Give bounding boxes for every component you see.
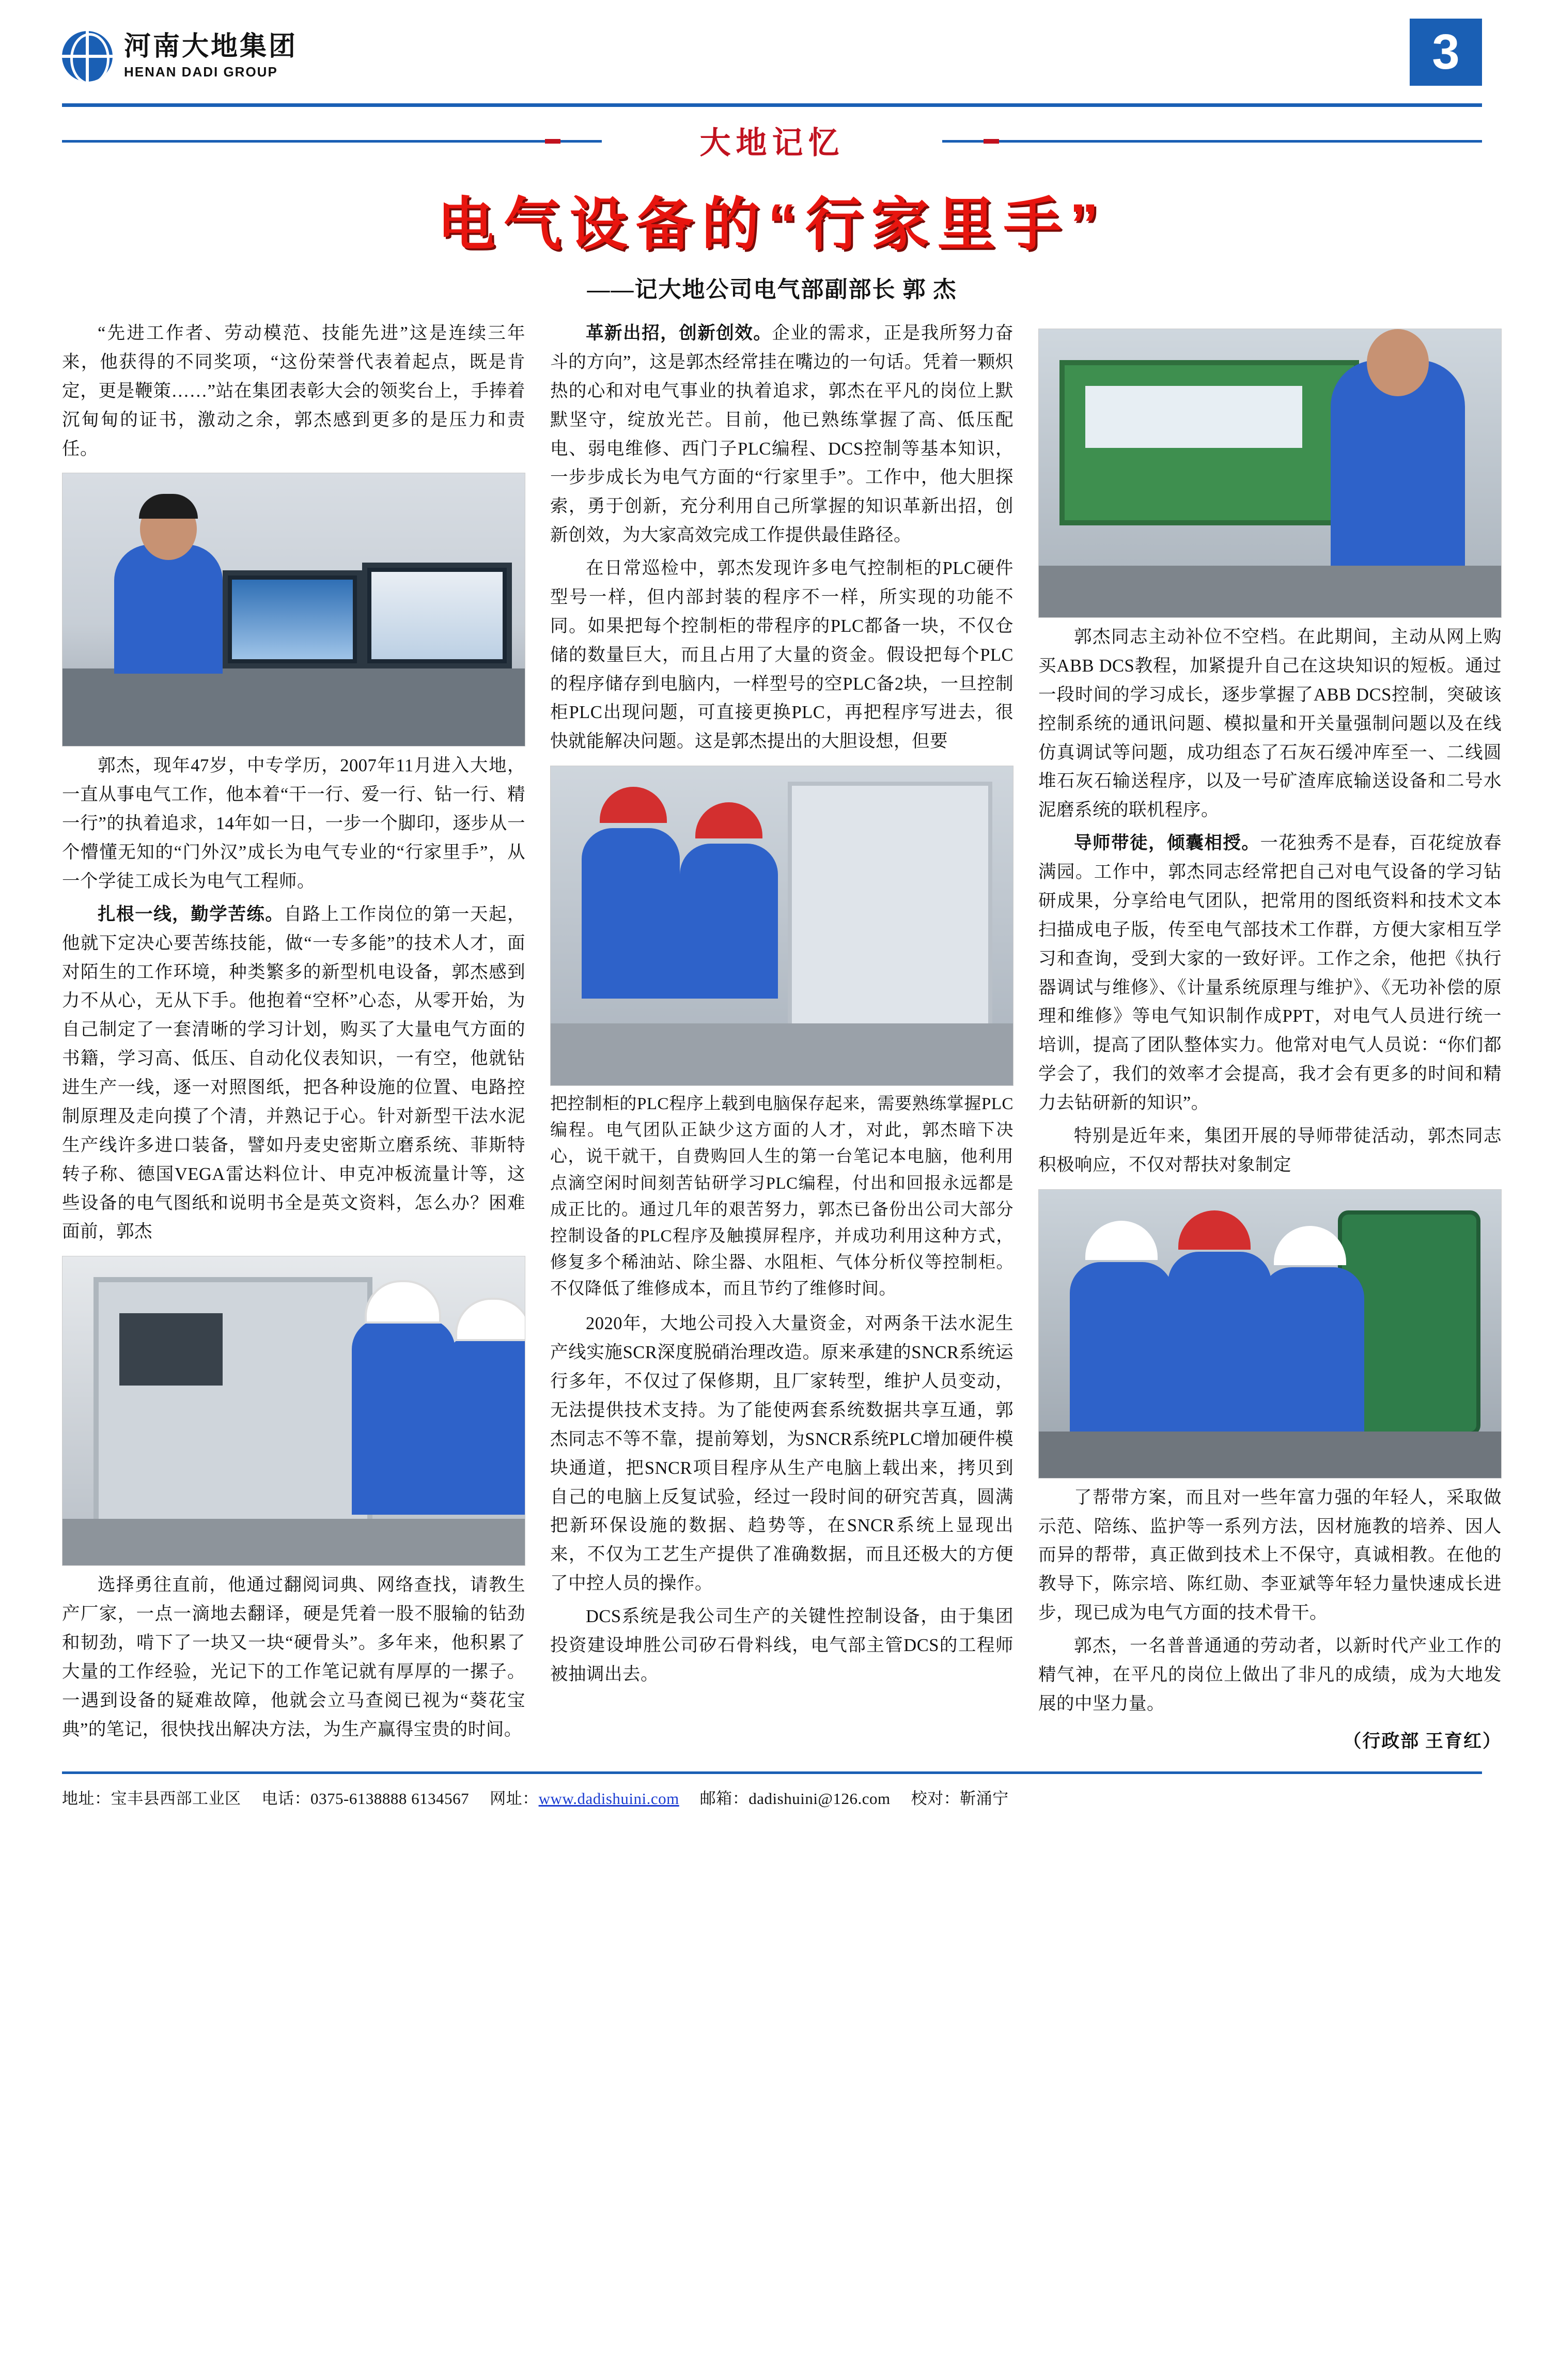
paragraph: 在日常巡检中，郭杰发现许多电气控制柜的PLC硬件型号一样，但内部封装的程序不一样，所实现的功能不同。如果把每个控制柜的带程序的PLC都备一块，不仅仓储的数量巨大，而且占用了大量的资金。假设把每个PLC的程序储存到电脑内，一样型号的空PLC备2块，一旦控制柜PLC出现问题，可直接更换PLC，再把程序写进去，很快就能解决问题。这是郭杰提出的大胆设想，但要 [550,558,1013,752]
paragraph: 特别是近年来，集团开展的导师带徒活动，郭杰同志积极响应，不仅对帮扶对象制定 [1038,1126,1502,1175]
company-name-cn: 河南大地集团 [124,32,298,62]
banner-line-left [62,140,602,143]
paragraph: 郭杰，一名普普通通的劳动者，以新时代产业工作的精气神，在平凡的岗位上做出了非凡的成绩，成为大地发展的中坚力量。 [1038,1636,1502,1714]
article-columns [62,319,1502,1753]
article-subheadline: ——记大地公司电气部副部长 郭 杰 [587,277,957,302]
phone-value: 0375-6138888 6134567 [310,1789,470,1808]
paragraph: 了帮带方案，而且对一些年富力强的年轻人，采取做示范、陪练、监护等一系列方法，因材施教的培养、因人而异的帮带，真正做到技术上不保守，真诚相教。在他的教导下，陈宗培、陈红勋、李亚斌等年轻力量快速成长进步，现已成为电气方面的技术骨干。 [1038,1487,1502,1623]
address-value: 宝丰县西部工业区 [111,1789,241,1808]
photo-plc-panel-inspection [550,766,1013,1086]
email-value: dadishuini@126.com [748,1789,891,1808]
section-banner [62,120,1482,161]
email-label: 邮箱： [699,1789,749,1808]
paragraph: 2020年，大地公司投入大量资金，对两条干法水泥生产线实施SCR深度脱硝治理改造。原来承建的SNCR系统运行多年，不仅过了保修期，且厂家转型，维护人员变动，无法提供技术支持。为了能使两套系统数据共享互通，郭杰同志不等不靠，提前筹划，为SNCR系统PLC增加硬件模块通道，把SNCR项目程序从生产电脑上载出来，拷贝到自己的电脑上反复试验，经过一段时间的研究苦真，圆满把新环保设施的数据、趋势等，在SNCR系统上显现出来，不仅为工艺生产提供了准确数据，而且还极大的方便了中控人员的操作。 [550,1314,1013,1594]
globe-icon [62,31,113,82]
banner-dash-left [545,139,560,144]
section-label: 大地记忆 [682,118,862,163]
article-headline: 电气设备的“行家里手” [437,192,1107,257]
paragraph: 导师带徒，倾囊相授。一花独秀不是春，百花绽放春满园。工作中，郭杰同志经常把自己对电气设备的学习钻研成果，分享给电气团队，把常用的图纸资料和技术文本扫描成电子版，传至电气部技术工作群，方便大家相互学习和查询，受到大家的一致好评。工作之余，他把《执行器调试与维修》、《计量系统原理与维护》、《无功补偿的原理和维修》等电气知识制作成PPT，对电气人员进行统一培训，提高了团队整体实力。他常对电气人员说：“你们都学会了，我们的效率才会提高，我才会有更多的时间和精力去钻研新的知识”。 [1038,833,1502,1113]
paragraph: 郭杰同志主动补位不空档。在此期间，主动从网上购买ABB DCS教程，加紧提升自己在这块知识的短板。通过一段时间的学习成长，逐步掌握了ABB DCS控制，突破该控制系统的通讯问题、模拟量和开关量强制问题以及在线仿真调试等问题，成功组态了石灰石缓冲库至一、二线圆堆石灰石输送程序，以及一号矿渣库底输送设备和二号水泥磨系统的联机程序。 [1038,627,1502,820]
company-name-en: HENAN DADI GROUP [124,64,278,80]
column-left [62,319,525,1749]
header-divider [62,103,1482,107]
photo-mentoring-on-site [1038,1189,1502,1479]
website-link[interactable]: www.dadishuini.com [538,1789,679,1808]
photo-equipment-maintenance [1038,329,1502,618]
column-right [1038,319,1502,1753]
column-middle [550,319,1013,1693]
photo-operator-at-computer [62,473,525,746]
paragraph: 选择勇往直前，他通过翻阅词典、网络查找，请教生产厂家，一点一滴地去翻译，硬是凭着一股不服输的钻劲和韧劲，啃下了一块又一块“硬骨头”。多年来，他积累了大量的工作经验，光记下的工作笔记就有厚厚的一摞子。一遇到设备的疑难故障，他就会立马查阅已视为“葵花宝典”的笔记，很快找出解决方法，为生产赢得宝贵的时间。 [62,1575,525,1739]
paragraph: 扎根一线，勤学苦练。自路上工作岗位的第一天起，他就下定决心要苦练技能，做“一专多能”的技术人才，面对陌生的工作环境，种类繁多的新型机电设备，郭杰感到力不从心，无从下手。他抱着“空杯”心态，从零开始，为自己制定了一套清晰的学习计划，购买了大量电气方面的书籍，学习高、低压、自动化仪表知识，一有空，他就钻进生产一线，逐一对照图纸，把各种设施的位置、电路控制原理及走向摸了个清，并熟记于心。针对新型干法水泥生产线许多进口装备，譬如丹麦史密斯立磨系统、菲斯特转子称、德国VEGA雷达料位计、申克冲板流量计等，这些设备的电气图纸和说明书全是英文资料，怎么办？困难面前，郭杰 [62,904,526,1242]
footer [62,1774,1482,1809]
photo-caption: 把控制柜的PLC程序上载到电脑保存起来，需要熟练掌握PLC编程。电气团队正缺少这方面的人才，对此，郭杰暗下决心，说干就干，自费购回人生的第一台笔记本电脑，他利用点滴空闲时间刻苦钻研学习PLC编程，付出和回报永远都是成正比的。通过几年的艰苦努力，郭杰已备份出公司大部分控制设备的PLC程序及触摸屏程序，并成功利用这种方式，修复多个稀油站、除尘器、水阻柜、气体分析仪等控制柜。不仅降低了维修成本，而且节约了维修时间。 [550,1095,1013,1299]
phone-label: 电话： [261,1789,310,1808]
paragraph: 革新出招，创新创效。企业的需求，正是我所努力奋斗的方向”，这是郭杰经常挂在嘴边的一句话。凭着一颗炽热的心和对电气事业的执着追求，郭杰在平凡的岗位上默默坚守，绽放光芒。目前，他已熟练掌握了高、低压配电、弱电维修、西门子PLC编程、DCS控制等基本知识，一步步成长为电气方面的“行家里手”。工作中，他大胆探索，勇于创新，充分利用自己所掌握的知识革新出招，创新创效，为大家高效完成工作提供最佳路径。 [550,323,1014,546]
paragraph: DCS系统是我公司生产的关键性控制设备，由于集团投资建设坤胜公司矽石骨料线，电气部主管DCS的工程师被抽调出去。 [550,1607,1013,1684]
photo-control-cabinet-team [62,1256,525,1566]
company-logo [62,31,298,82]
masthead [62,0,1482,103]
banner-dash-right [984,139,999,144]
paragraph: 郭杰，现年47岁，中专学历，2007年11月进入大地，一直从事电气工作，他本着“干一行、爱一行、钻一行、精一行”的执着追求，14年如一日，一步一个脚印，逐步从一个懵懂无知的“门外汉”成长为电气专业的“行家里手”，从一个学徒工成长为电气工程师。 [62,756,525,891]
banner-line-right [942,140,1482,143]
proofreader-value: 靳涌宁 [960,1789,1009,1808]
paragraph: “先进工作者、劳动模范、技能先进”这是连续三年来，他获得的不同奖项，“这份荣誉代表着起点，既是肯定，更是鞭策……”站在集团表彰大会的领奖台上，手捧着沉甸甸的证书，激动之余，郭杰感到更多的是压力和责任。 [62,323,525,459]
proofreader-label: 校对： [911,1789,960,1808]
article-signature: （行政部 王育红） [1343,1731,1502,1751]
website-label: 网址： [490,1789,539,1808]
address-label: 地址： [62,1789,111,1808]
page-number: 3 [1410,19,1482,86]
